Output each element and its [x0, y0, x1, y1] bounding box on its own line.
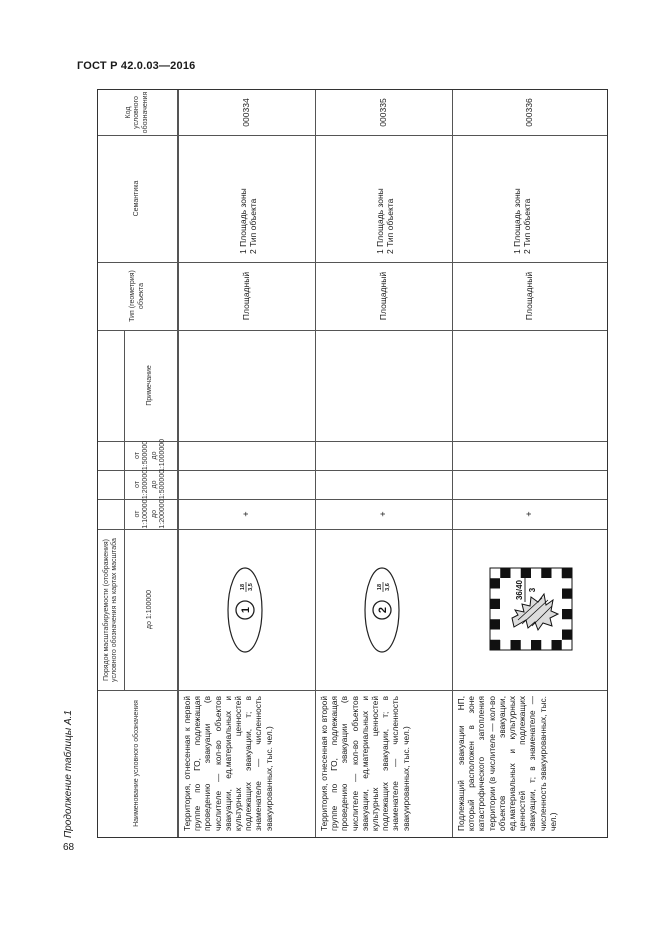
row2-geometry: Площадный	[378, 271, 389, 321]
header-scale-100k: до 1:100000	[146, 589, 154, 630]
row2-semantics: 1 Площадь зоны 2 Тип объекта	[375, 188, 395, 254]
row2-code: 000335	[378, 98, 389, 127]
row2-scale-mark: +	[378, 511, 389, 517]
header-name: Наименование условного обозначения	[133, 700, 141, 827]
checker-square	[500, 568, 510, 578]
header-note: Примечание	[146, 365, 154, 406]
flood-settlement-symbol	[452, 529, 607, 690]
row1-semantics: 1 Площадь зоны 2 Тип объекта	[238, 188, 258, 254]
row3-code: 000336	[524, 98, 535, 127]
checker-square	[562, 630, 572, 640]
checker-square	[521, 568, 531, 578]
table-caption: Продолжение таблицы А.1	[63, 710, 74, 838]
header-scale-200k: от 1:100000 до 1:200000	[133, 499, 166, 529]
symbol-numerator: 18	[377, 583, 383, 591]
row1-code: 000334	[241, 98, 252, 127]
header-semantics: Семантика	[133, 180, 141, 217]
document-header: ГОСТ Р 42.0.03—2016	[77, 60, 196, 72]
row3-name: Подлежащий эвакуации НП, который расположен в зоне катастрофического затопления территории (в числителе — кол-во объектов эвакуации, ед.материальных и культурных ценностей подлежащих эвакуации, т; в знаменателе — численность эвакуированных, тыс. чел.)	[456, 696, 558, 831]
row2-name: Территория, отнесенная ко второй группе по ГО, подлежащая проведению эвакуации (в числителе — кол-во объектов эвакуации, ед.материальных и культурных ценностей подлежащих эвакуации, т; в знаменателе — численность эвакуированных, тыс. чел.)	[319, 696, 411, 831]
row3-geometry: Площадный	[524, 271, 535, 321]
symbol-denominator: 3	[528, 587, 537, 593]
symbol-number: 2	[377, 606, 389, 614]
row1-scale-mark: +	[241, 511, 252, 517]
row1-geometry: Площадный	[241, 271, 252, 321]
checker-square	[490, 619, 500, 629]
checker-square	[562, 568, 572, 578]
checker-square	[490, 640, 500, 650]
row1-name: Территория, отнесенная к первой группе по ГО, подлежащая проведению эвакуации (в числителе — кол-во объектов эвакуации, ед.материальных и культурных ценностей подлежащих эвакуации, т; в знаменателе — численность эвакуированных, тыс. чел.)	[182, 696, 274, 831]
header-code: Код условного обозначения	[124, 91, 149, 134]
checker-square	[552, 640, 562, 650]
symbol-numerator: 18	[240, 583, 246, 591]
header-geometry: Тип (геометрия) объекта	[129, 270, 145, 322]
checker-square	[490, 599, 500, 609]
checker-square	[490, 578, 500, 588]
symbol-numerator: 36/40	[515, 579, 524, 601]
symbol-denominator: 3,5	[248, 583, 254, 591]
evacuation-zone-symbol-1	[178, 529, 315, 690]
row3-semantics: 1 Площадь зоны 2 Тип объекта	[512, 188, 532, 254]
row3-scale-mark: +	[524, 511, 535, 517]
checker-square	[511, 640, 521, 650]
data-table	[97, 89, 608, 838]
checker-square	[541, 568, 551, 578]
checker-square	[531, 640, 541, 650]
header-scale-500k: от 1:200000 до 1:500000	[133, 469, 166, 500]
symbol-denominator: 3,6	[385, 583, 391, 591]
header-scale-group: Порядок масштабируемости (отображения) условного обозначения на картах масштаба	[102, 538, 118, 682]
header-scale-1m: от 1:500000 до 1:1000000	[133, 438, 166, 473]
symbol-number: 1	[240, 606, 252, 614]
page-number: 68	[63, 842, 75, 853]
checker-square	[562, 589, 572, 599]
evacuation-zone-symbol-2	[315, 529, 452, 690]
checker-square	[562, 609, 572, 619]
